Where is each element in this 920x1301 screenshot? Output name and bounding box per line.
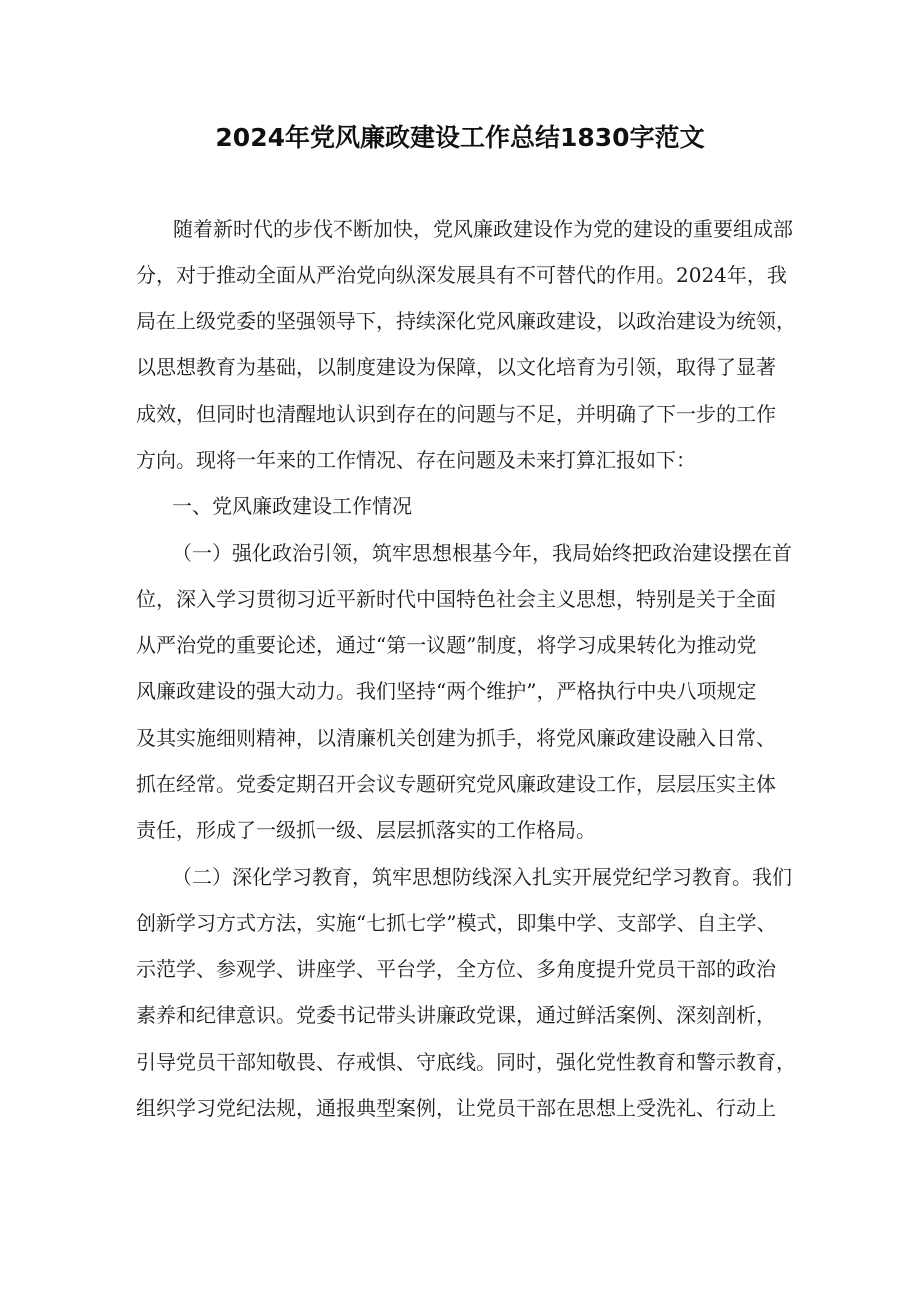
paragraph-line: 素养和纪律意识。党委书记带头讲廉政党课，通过鲜活案例、深刻剖析， bbox=[136, 1003, 776, 1027]
paragraph-line: 示范学、参观学、讲座学、平台学，全方位、多角度提升党员干部的政治 bbox=[136, 957, 776, 981]
paragraph-line: 风廉政建设的强大动力。我们坚持“两个维护”，严格执行中央八项规定 bbox=[136, 679, 757, 703]
paragraph-line: （二）深化学习教育，筑牢思想防线深入扎实开展党纪学习教育。我们 bbox=[172, 865, 792, 889]
paragraph-line: 从严治党的重要论述，通过“第一议题”制度，将学习成果转化为推动党 bbox=[136, 633, 757, 657]
paragraph-line: 随着新时代的步伐不断加快，党风廉政建设作为党的建设的重要组成部 bbox=[173, 217, 793, 241]
paragraph-line: 组织学习党纪法规，通报典型案例，让党员干部在思想上受洗礼、行动上 bbox=[136, 1096, 776, 1120]
section-heading: 一、党风廉政建设工作情况 bbox=[172, 494, 412, 518]
paragraph-line: （一）强化政治引领，筑牢思想根基今年，我局始终把政治建设摆在首 bbox=[172, 541, 792, 565]
paragraph-line: 位，深入学习贯彻习近平新时代中国特色社会主义思想，特别是关于全面 bbox=[136, 587, 776, 611]
paragraph-line: 抓在经常。党委定期召开会议专题研究党风廉政建设工作，层层压实主体 bbox=[136, 772, 776, 796]
paragraph-line: 局在上级党委的坚强领导下，持续深化党风廉政建设，以政治建设为统领， bbox=[136, 309, 796, 333]
paragraph-line: 责任，形成了一级抓一级、层层抓落实的工作格局。 bbox=[136, 818, 596, 842]
paragraph-line: 方向。现将一年来的工作情况、存在问题及未来打算汇报如下： bbox=[136, 448, 696, 472]
paragraph-line: 成效，但同时也清醒地认识到存在的问题与不足，并明确了下一步的工作 bbox=[136, 402, 776, 426]
paragraph-line: 分，对于推动全面从严治党向纵深发展具有不可替代的作用。2024年，我 bbox=[136, 263, 787, 287]
paragraph-line: 引导党员干部知敬畏、存戒惧、守底线。同时，强化党性教育和警示教育， bbox=[136, 1050, 796, 1074]
paragraph-line: 创新学习方式方法，实施“七抓七学”模式，即集中学、支部学、自主学、 bbox=[136, 911, 777, 935]
paragraph-line: 以思想教育为基础，以制度建设为保障，以文化培育为引领，取得了显著 bbox=[136, 355, 776, 379]
document-title: 2024年党风廉政建设工作总结1830字范文 bbox=[215, 123, 705, 152]
paragraph-line: 及其实施细则精神，以清廉机关创建为抓手，将党风廉政建设融入日常、 bbox=[136, 726, 776, 750]
